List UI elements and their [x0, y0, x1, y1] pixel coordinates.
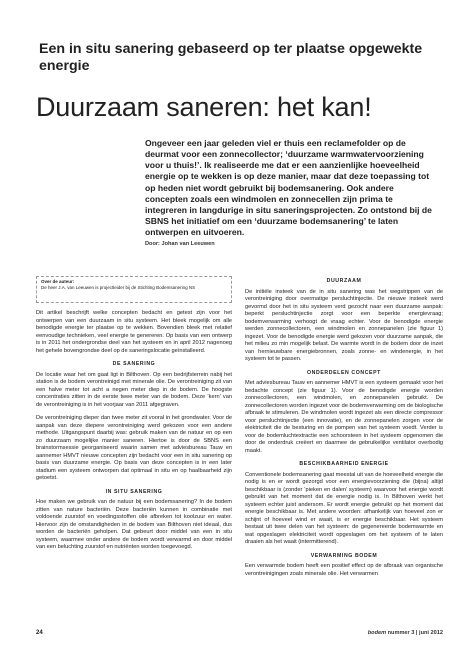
article-title: Duurzaam saneren: het kan! — [36, 92, 372, 122]
paragraph: Hoe maken we gebruik van de natuur bij een bodemsanering? In de bodem zitten van nature bacteriën. Deze bacteriën kunnen in combinatie met voldoende zuurstof en voedingsstoffen olie afbreken tot koolzuur en water. Hiervoor zijn de omstandigheden in de bodem van Bilthoven niet ideaal, dus worden de bacteriën geholpen. Dat gebeurt door middel van een in situ systeem, waarmee onder andere de bodem wordt verwarmd en door middel van een beluchting zuurstof en nutriënten worden toegevoegd. — [36, 499, 232, 550]
publication-name: bodem — [367, 630, 387, 636]
paragraph: Dit artikel beschrijft welke concepten bedacht en getest zijn voor het ontwerpen van een duurzaam in situ systeem. Het bleek mogelijk om alle benodigde energie ter plaatse op te wekken. Bovendien bleek met relatief eenvoudige technieken, veel energie te genereren. Op basis van een ontwerp is in 2011 het ondergrondse deel van het systeem en in april 2012 nagenoeg het gehele bovengrondse deel op de saneringslocatie geïnstalleerd. — [36, 310, 232, 354]
author-box-text: De heer J.A. van Leeuwen is projectleider bij de Stichting Bodemsanering NS — [41, 285, 196, 290]
author-box-label: Over de auteur: — [41, 279, 75, 284]
author-box — [36, 276, 232, 303]
paragraph: Conventionele bodemsanering gaat meestal uit van de hoeveelheid energie die nodig is en er wordt gezorgd voor een energievoorziening die (bijna) altijd beschikbaar is (zonder ‘pieken en dalen’ systeem) waarvoor het energie wordt gebruikt van het moment dat de energie nodig is. In Bilthoven werkt het systeem echter juist andersom. Er wordt energie gebruikt op het moment dat energie beschikbaar is. Met andere woorden: afhankelijk van hoeveel zon er schijnt of hoeveel wind er waait, is er energie beschikbaar. Het systeem bestaat uit twee delen van het systeem: de gegenereerde bodemwarmte en wat opgeslagen elektriciteit wordt opgeslagen om het systeem of te laten draaien als het waait (intermitterend). — [245, 471, 443, 545]
section-heading: DUURZAAM — [326, 278, 362, 284]
left-column — [36, 310, 232, 558]
paragraph: De locatie waar het om gaat ligt in Bilthoven. Op een bedrijfsterrein nabij het station is de bodem verontreinigd met minerale olie. De verontreiniging zit van een halve meter tot acht a negen meter diep in de bodem. De hoogste concentraties zitten in de eerste twee meter van de bodem. Deze ‘kern’ van de verontreiniging is in het voorjaar van 2011 afgegraven. — [36, 371, 232, 408]
article-supertitle: Een in situ sanering gebaseerd op ter plaatse opgewekte energie — [39, 41, 423, 74]
section-heading: VERWARMING BODEM — [310, 552, 378, 559]
issue-info: nummer 3 | juni 2012 — [387, 630, 443, 636]
section-heading: DE SANERING — [112, 361, 156, 367]
byline: Door: Johan van Leeuwen — [145, 241, 215, 247]
lead-paragraph — [145, 138, 435, 238]
section-heading: BESCHIKBAARHEID ENERGIE — [299, 461, 389, 467]
page-number: 24 — [36, 630, 43, 636]
publication-footer — [368, 630, 443, 636]
paragraph: De verontreiniging dieper dan twee meter zit vooral in het grondwater. Voor de aanpak van deze diepere verontreiniging werd gekozen voor een andere methode. Uitgangspunt daarbij was: gebruik maken van de natuur en op een zo duurzaam mogelijke manier saneren. Hiertoe is door de SBNS een brainstormsessie georganiseerd waarin samen met adviesbureau Tauw en aannemer HMVT nieuwe concepten zijn bedacht voor een in situ sanering op basis van duurzame energie. Op basis van deze concepten is in een later stadium een systeem ontworpen dat optimaal in situ en op haalbaarheid zijn getoetst. — [36, 415, 232, 481]
section-heading: ONDERDELEN CONCEPT — [307, 369, 381, 376]
paragraph: Een verwarmde bodem heeft een positief effect op de afbraak van organische verontreinigingen zoals minerale olie. Het verwarmen — [245, 563, 443, 577]
lead-text: Ongeveer een jaar geleden viel er thuis een reclamefolder op de deurmat voor een zonnecollector; ‘duurzame warmwatervoorziening voor u thuis!’. Ik realiseerde me dat er een aanzienlijke hoeveelheid energie op te wekken is op deze manier, maar dat deze toepassing tot op heden niet wordt gebruikt bij bodemsanering. Ook andere concepten zoals een windmolen en zonnecellen zijn prima te integreren in langdurige in situ saneringsprojecten. Zo ontstond bij de SBNS het initiatief om een ‘duurzame bodemsanering’ te laten ontwerpen en uitvoeren. — [145, 138, 432, 238]
paragraph: Met adviesbureau Tauw en aannemer HMVT is een systeem gemaakt voor het bedachte concept (zie figuur 1). Voor de benodigde energie worden zonnecollectoren, een windmolen, en zonnepanelen gebruikt. De zonnecollectoren worden ingezet voor de bodemverwarming om de biologische afbraak te stimuleren. De windmolen wordt ingezet als een directe compressor voor persluchtinjectie (een innovatie), en de zonnepanelen zorgen voor de elektriciteit die de besturing en de pompen van het systeem voedt. Verder is voor de bodemluchtextractie een schoorsteen in het systeem opgenomen die door de onderdruk creëert en daarmee de gebruikelijke ventilator overbodig maakt. — [245, 380, 443, 454]
right-column — [245, 278, 443, 584]
paragraph: De initiële insteek van de in situ sanering was het wegstrippen van de verontreiniging door overmatige persluchtinjectie. De nieuwe insteek werd gevormd door het in situ systeem verd gezocht naar een duurzame aanpak: beperkt persluchtinjectie zorgt voor een beperkte energievraag; bodemverwarming verhoogt de vraag echter. Voor de benodigde energie werden zonnecollectoren, een windmolen en zonnepanelen (zie figuur 1) ingezet. Voor de benodigde energie werd gekozen voor duurzame aanpak, die het milieu zo min mogelijk belast. De warmte wordt in de bodem door de inzet van hernieuwbare energiebronnen, zoals zonne- en windenergie, in het systeem tot te passen. — [245, 288, 443, 362]
section-heading: IN SITU SANERING — [105, 488, 163, 495]
